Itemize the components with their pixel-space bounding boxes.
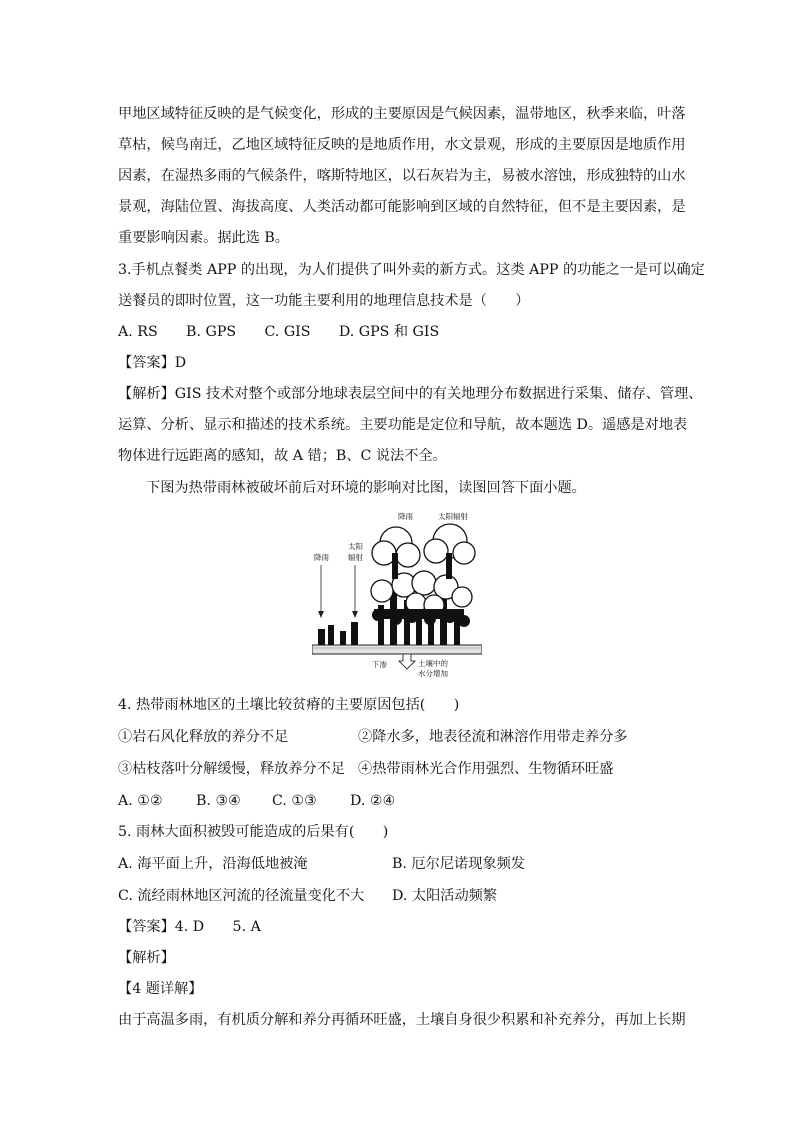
- tree-stump: [351, 622, 358, 645]
- q4-opt-1: ①岩石风化释放的养分不足: [118, 729, 289, 745]
- q4-choices: [118, 791, 678, 811]
- intro-line-4: 景观，海陆位置、海拔高度、人类活动都可能影响到区域的自然特征，但不是主要因素，是: [118, 199, 686, 215]
- solar-label-left-2: 辐射: [348, 553, 363, 562]
- q4-choice-d: D. ②④: [350, 793, 396, 809]
- solar-label-right: 太阳辐射: [438, 512, 468, 521]
- q3-analysis-line-1: 【解析】GIS 技术对整个或部分地球表层空间中的有关地理分布数据进行采集、储存、管理、: [118, 386, 703, 402]
- tree-stump: [328, 625, 334, 645]
- intro-line-2: 草枯，候鸟南迁，乙地区域特征反映的是地质作用，水文景观，形成的主要原因是地质作用: [118, 137, 686, 153]
- ground-strip: [312, 645, 482, 654]
- q5-stem: 5. 雨林大面积被毁可能造成的后果有( ): [118, 824, 389, 840]
- seep-label: 下渗: [372, 660, 387, 669]
- q4-stem: 4. 热带雨林地区的土壤比较贫瘠的主要原因包括( ): [118, 697, 460, 713]
- q3-answer: 【答案】D: [118, 355, 187, 371]
- analysis-label: 【解析】: [118, 950, 175, 966]
- soil-water-label-2: 水分增加: [418, 669, 448, 678]
- down-arrow-icon: [399, 654, 415, 669]
- rainforest-figure: [312, 505, 482, 685]
- figure-intro: 下图为热带雨林被破坏前后对环境的影响对比图，读图回答下面小题。: [146, 480, 586, 496]
- q3-analysis-line-3: 物体进行远距离的感知，故 A 错；B、C 说法不全。: [118, 448, 447, 464]
- q5-opt-d: D. 太阳活动频繁: [392, 888, 498, 904]
- q5-opt-a: A. 海平面上升，沿海低地被淹: [118, 856, 308, 872]
- q3-analysis-line-2: 运算、分析、显示和描述的技术系统。主要功能是定位和导航，故本题选 D。遥感是对地表: [118, 417, 688, 433]
- rain-arrowhead-left: [318, 611, 324, 618]
- tree-stump: [318, 629, 325, 645]
- tree-stump: [340, 631, 346, 645]
- rain-label-right: 降雨: [398, 512, 413, 521]
- rainforest-diagram: [312, 505, 482, 685]
- q4-choice-c: C. ①③: [272, 793, 317, 809]
- intro-line-3: 因素，在湿热多雨的气候条件，喀斯特地区，以石灰岩为主，易被水溶蚀，形成独特的山水: [118, 168, 686, 184]
- intro-line-5: 重要影响因素。据此选 B。: [118, 230, 289, 246]
- q4-opt-2: ②降水多，地表径流和淋溶作用带走养分多: [358, 729, 628, 745]
- solar-label-left-1: 太阳: [348, 542, 363, 551]
- q4-detail-label: 【4 题详解】: [118, 981, 203, 997]
- q3-stem-line-2: 送餐员的即时位置，这一功能主要利用的地理信息技术是（ ）: [118, 293, 530, 309]
- q5-opt-c: C. 流经雨林地区河流的径流量变化不大: [118, 888, 365, 904]
- intro-line-1: 甲地区域特征反映的是气候变化，形成的主要原因是气候因素，温带地区，秋季来临，叶落: [118, 106, 686, 122]
- soil-water-label-1: 土壤中的: [418, 659, 448, 668]
- forest-canopy: [371, 524, 475, 615]
- q5-opt-b: B. 厄尔尼诺现象频发: [392, 856, 525, 872]
- rain-label-left: 降雨: [314, 553, 329, 562]
- q4-detail-text: 由于高温多雨，有机质分解和养分再循环旺盛，土壤自身很少积累和补充养分，再加上长期: [118, 1012, 686, 1028]
- answers-4-5: 【答案】4. D 5. A: [118, 919, 261, 935]
- q4-choice-b: B. ③④: [196, 793, 241, 809]
- solar-arrowhead-left: [352, 611, 358, 618]
- q4-opt-3: ③枯枝落叶分解缓慢，释放养分不足: [118, 761, 346, 777]
- q4-choice-a: A. ①②: [118, 793, 163, 809]
- q3-options: A. RS B. GPS C. GIS D. GPS 和 GIS: [118, 324, 440, 340]
- q4-opt-4: ④热带雨林光合作用强烈、生物循环旺盛: [358, 761, 614, 777]
- q3-stem-line-1: 3.手机点餐类 APP 的出现，为人们提供了叫外卖的新方式。这类 APP 的功能之一是可以确定: [118, 262, 705, 278]
